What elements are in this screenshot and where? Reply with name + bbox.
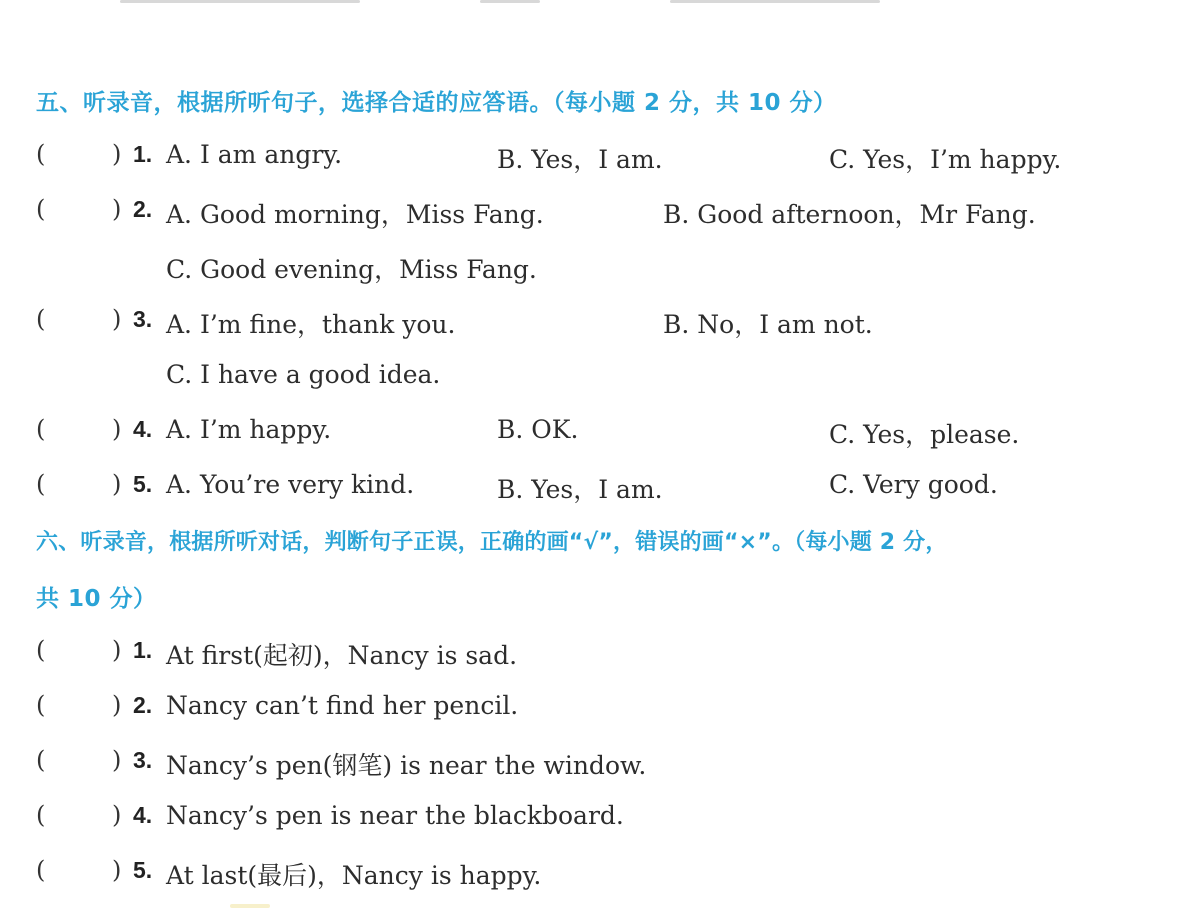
section5-question-1 bbox=[0, 136, 1200, 176]
answer-blank-close: ) bbox=[112, 856, 122, 884]
section5-question-2 bbox=[0, 191, 1200, 231]
question-number: 4. bbox=[133, 416, 153, 442]
option-b: B. Good afternoon，Mr Fang. bbox=[663, 200, 1036, 229]
answer-blank-open[interactable]: ( bbox=[36, 415, 46, 443]
answer-blank-close: ) bbox=[112, 305, 122, 333]
question-number: 1. bbox=[133, 141, 153, 167]
option-a: A. I am angry. bbox=[166, 140, 343, 169]
section6-question-2 bbox=[0, 687, 1200, 727]
option-c: C. Very good. bbox=[829, 470, 998, 499]
answer-blank-open[interactable]: ( bbox=[36, 470, 46, 498]
section6-question-1 bbox=[0, 632, 1200, 672]
section6-question-5 bbox=[0, 852, 1200, 892]
statement-text: Nancy’s pen(钢笔) is near the window. bbox=[166, 751, 647, 780]
top-edge-mark-left bbox=[120, 0, 360, 3]
option-a: A. I’m fine，thank you. bbox=[166, 310, 456, 339]
option-c: C. Yes，I’m happy. bbox=[829, 145, 1062, 174]
section5-heading: 五、听录音，根据所听句子，选择合适的应答语。（每小题 2 分，共 10 分） bbox=[36, 90, 837, 116]
section6-question-4 bbox=[0, 797, 1200, 837]
answer-blank-open[interactable]: ( bbox=[36, 636, 46, 664]
section6-heading-line1: 六、听录音，根据所听对话，判断句子正误，正确的画“√”，错误的画“×”。（每小题 2 分， bbox=[36, 530, 948, 555]
answer-blank-open[interactable]: ( bbox=[36, 801, 46, 829]
answer-blank-close: ) bbox=[112, 470, 122, 498]
option-c: C. Yes，please. bbox=[829, 420, 1020, 449]
question-number: 5. bbox=[133, 471, 153, 497]
question-number: 1. bbox=[133, 637, 153, 663]
question-number: 5. bbox=[133, 857, 153, 883]
answer-blank-close: ) bbox=[112, 746, 122, 774]
option-c: C. I have a good idea. bbox=[166, 360, 441, 389]
statement-text: At last(最后)，Nancy is happy. bbox=[166, 861, 542, 890]
question-number: 4. bbox=[133, 802, 153, 828]
question-number: 2. bbox=[133, 196, 153, 222]
option-b: B. No，I am not. bbox=[663, 310, 873, 339]
answer-blank-close: ) bbox=[112, 801, 122, 829]
option-b: B. Yes，I am. bbox=[497, 475, 663, 504]
statement-text: Nancy can’t find her pencil. bbox=[166, 691, 519, 720]
answer-blank-close: ) bbox=[112, 140, 122, 168]
answer-blank-close: ) bbox=[112, 195, 122, 223]
top-edge-mark-mid bbox=[480, 0, 540, 3]
answer-blank-open[interactable]: ( bbox=[36, 140, 46, 168]
option-c: C. Good evening，Miss Fang. bbox=[166, 255, 537, 284]
top-edge-mark-right bbox=[670, 0, 880, 3]
section5-question-3 bbox=[0, 301, 1200, 341]
question-number: 3. bbox=[133, 306, 153, 332]
answer-blank-open[interactable]: ( bbox=[36, 195, 46, 223]
section5-question-5 bbox=[0, 466, 1200, 506]
section5-question-4 bbox=[0, 411, 1200, 451]
option-a: A. You’re very kind. bbox=[166, 470, 415, 499]
section5-question-3-line2 bbox=[0, 356, 1200, 396]
option-a: A. Good morning，Miss Fang. bbox=[166, 200, 544, 229]
answer-blank-close: ) bbox=[112, 415, 122, 443]
question-number: 2. bbox=[133, 692, 153, 718]
answer-blank-open[interactable]: ( bbox=[36, 691, 46, 719]
answer-blank-close: ) bbox=[112, 636, 122, 664]
section6-heading-line2: 共 10 分） bbox=[36, 586, 157, 612]
option-b: B. Yes，I am. bbox=[497, 145, 663, 174]
option-b: B. OK. bbox=[497, 415, 579, 444]
statement-text: At first(起初)，Nancy is sad. bbox=[166, 641, 518, 670]
question-number: 3. bbox=[133, 747, 153, 773]
bottom-edge-mark bbox=[230, 904, 270, 908]
answer-blank-open[interactable]: ( bbox=[36, 746, 46, 774]
section6-question-3 bbox=[0, 742, 1200, 782]
answer-blank-close: ) bbox=[112, 691, 122, 719]
statement-text: Nancy’s pen is near the blackboard. bbox=[166, 801, 624, 830]
option-a: A. I’m happy. bbox=[166, 415, 332, 444]
answer-blank-open[interactable]: ( bbox=[36, 856, 46, 884]
section5-question-2-line2 bbox=[0, 246, 1200, 286]
answer-blank-open[interactable]: ( bbox=[36, 305, 46, 333]
